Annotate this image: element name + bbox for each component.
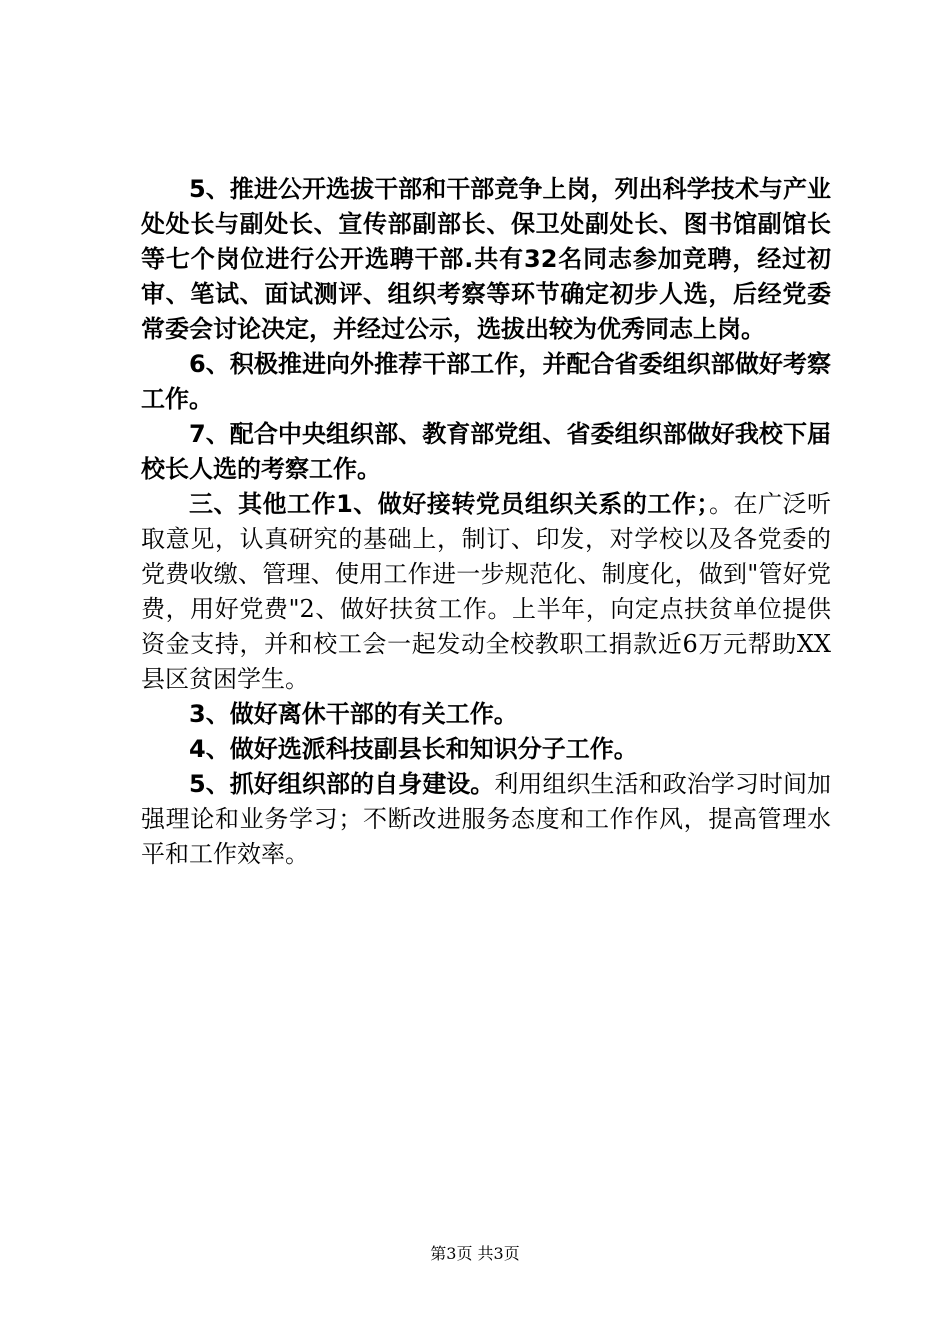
paragraph-item-5-selection: [141, 172, 831, 347]
paragraph-text: 7、配合中央组织部、教育部党组、省委组织部做好我校下届校长人选的考察工作。: [141, 420, 831, 483]
paragraph-text: 3、做好离休干部的有关工作。: [189, 700, 518, 728]
paragraph-item-4-dispatch: [141, 732, 831, 767]
paragraph-text: 5、推进公开选拔干部和干部竞争上岗，列出科学技术与产业处处长与副处长、宣传部副部长、保卫处副处长、图书馆副馆长等七个岗位进行公开选聘干部.共有32名同志参加竞聘，经过初审、笔试、面试测评、组织考察等环节确定初步人选，后经党委常委会讨论决定，并经过公示，选拔出较为优秀同志上岗。: [141, 175, 831, 343]
paragraph-text: 利用组织生活和政治学习时间加强理论和业务学习；不断改进服务态度和工作作风，提高管理水平和工作效率。: [141, 770, 832, 868]
paragraph-item-5-self-building: [141, 767, 831, 872]
page-footer: [0, 1244, 950, 1264]
paragraph-text: 。在广泛听取意见，认真研究的基础上，制订、印发，对学校以及各党委的党费收缴、管理、使用工作进一步规范化、制度化，做到"管好党费，用好党费"2、做好扶贫工作。上半年，向定点扶贫单位提供资金支持，并和校工会一起发动全校教职工捐款近6万元帮助XX县区贫困学生。: [141, 490, 831, 693]
paragraph-item-6-recommend: [141, 347, 831, 417]
paragraph-text: 4、做好选派科技副县长和知识分子工作。: [189, 735, 638, 763]
page-number: 第3页 共3页: [430, 1244, 520, 1263]
paragraph-text: 6、积极推进向外推荐干部工作，并配合省委组织部做好考察工作。: [141, 350, 831, 413]
section-heading-text: 三、其他工作1、做好接转党员组织关系的工作；: [189, 490, 709, 518]
paragraph-section-3-other-work: [141, 487, 831, 697]
paragraph-item-7-inspection: [141, 417, 831, 487]
paragraph-item-3-retired: [141, 697, 831, 732]
document-body: [141, 172, 831, 872]
paragraph-lead-text: 5、抓好组织部的自身建设。: [189, 770, 495, 798]
